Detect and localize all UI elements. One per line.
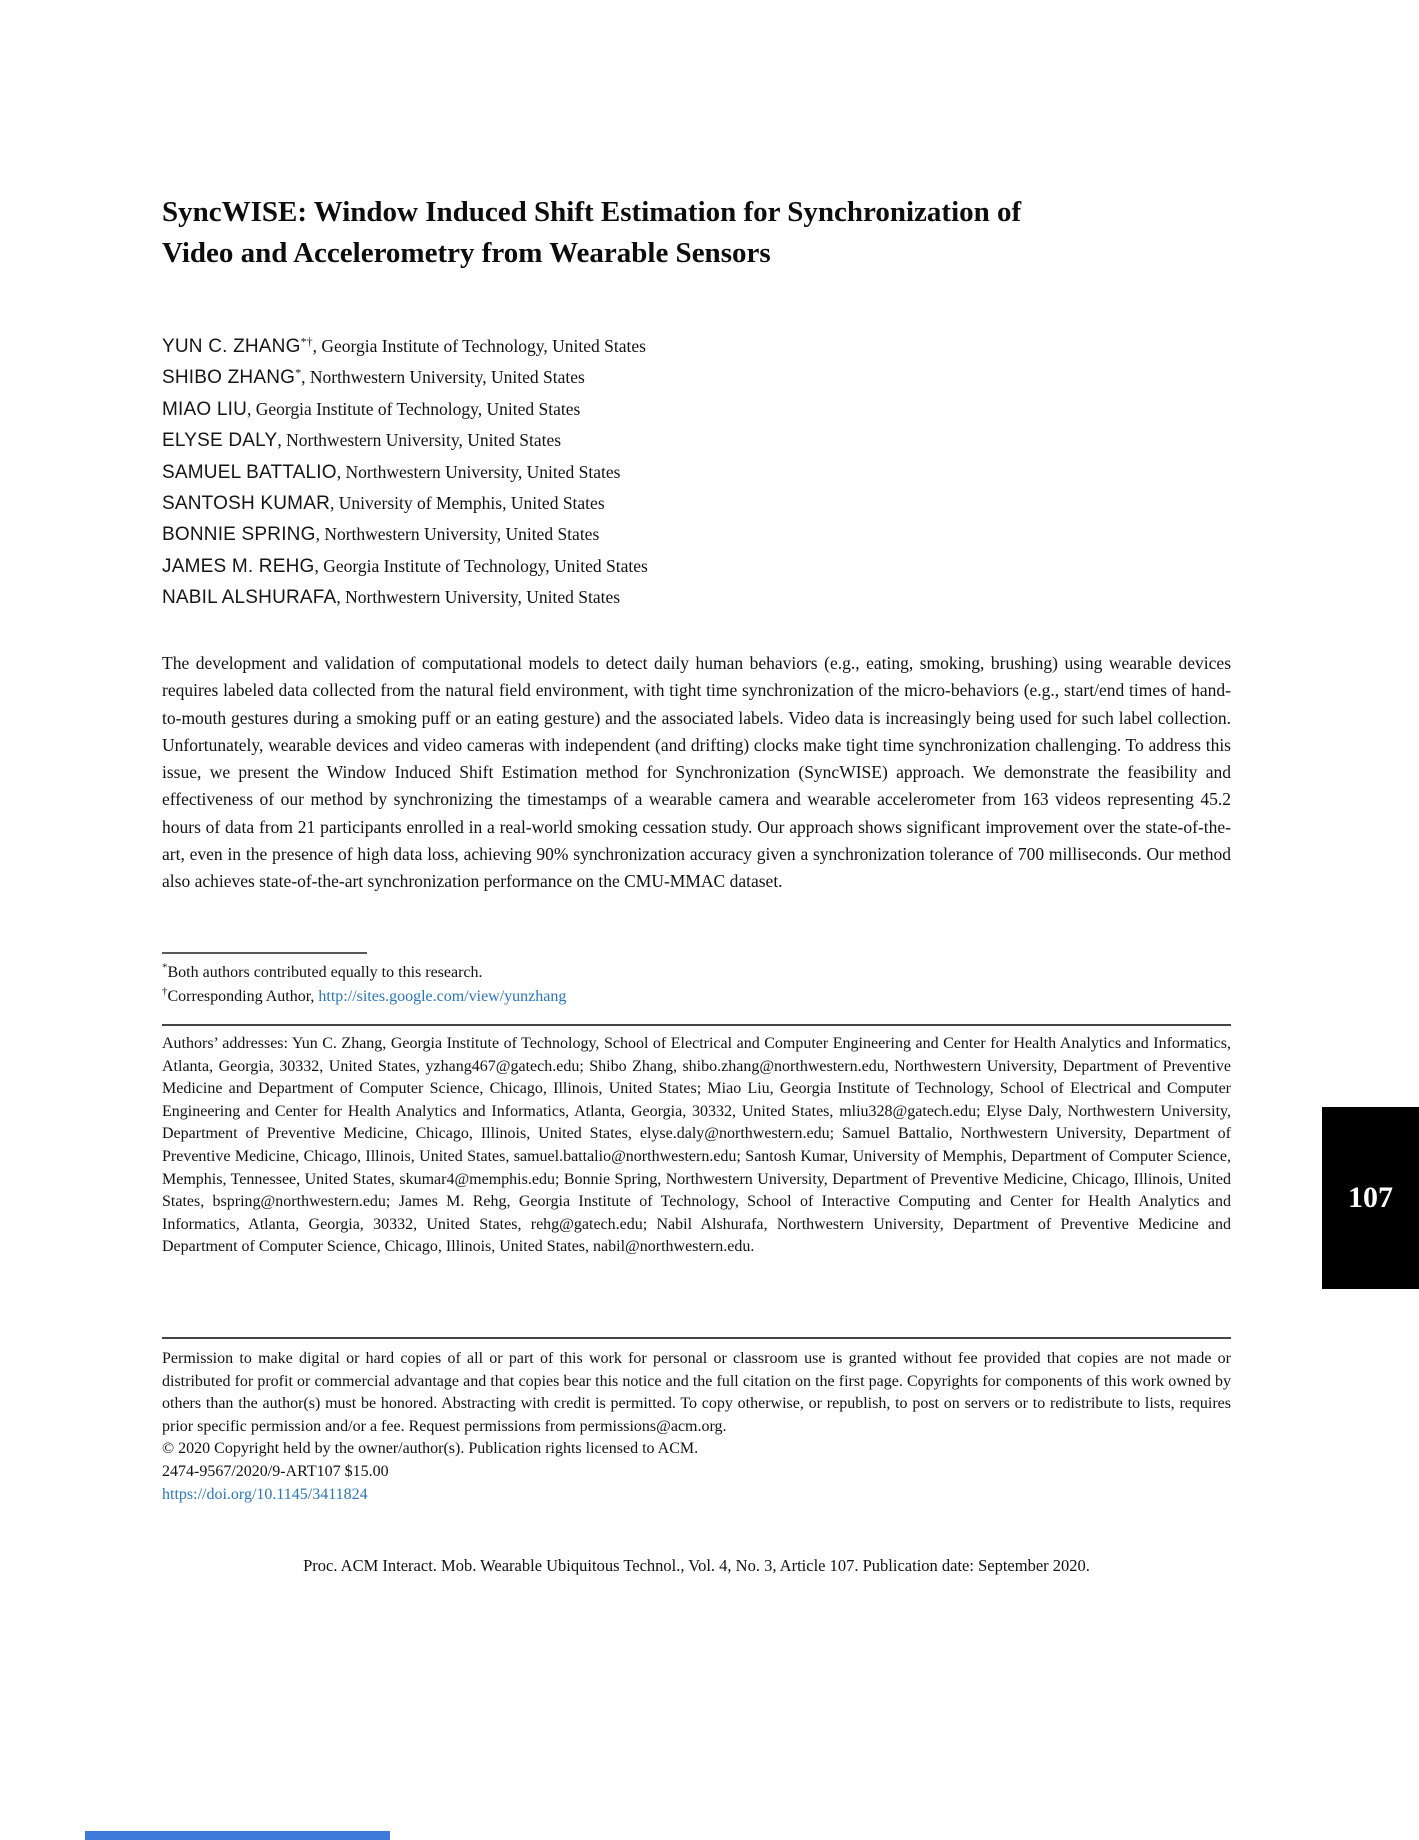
permission-block <box>162 1348 1231 1506</box>
author-footnote-marker: * <box>295 366 302 381</box>
author-line <box>162 336 1231 367</box>
author-line <box>162 524 1231 555</box>
author-footnote-marker: *† <box>300 334 313 349</box>
author-affiliation: , Georgia Institute of Technology, United States <box>314 555 648 576</box>
author-affiliation: , Northwestern University, United States <box>336 587 621 608</box>
author-affiliation: , Georgia Institute of Technology, United States <box>312 336 646 356</box>
author-name: SHIBO ZHANG <box>162 367 296 389</box>
author-line <box>162 493 1231 524</box>
author-line <box>162 399 1231 430</box>
authors-addresses: Authors’ addresses: Yun C. Zhang, Georgia Institute of Technology, School of Electrical and Computer Engineering and Center for Health Analytics and Informatics, Atlanta, Georgia, 30332, United States, yzhang467@gatech.edu; Shibo Zhang, shibo.zhang@northwestern.edu, Northwestern University, Department of Preventive Medicine and Department of Computer Science, Chicago, Illinois, United States; Miao Liu, Georgia Institute of Technology, School of Electrical and Computer Engineering and Center for Health Analytics and Informatics, Atlanta, Georgia, 30332, United States, mliu328@gatech.edu; Elyse Daly, Northwestern University, Department of Preventive Medicine, Chicago, Illinois, United States, elyse.daly@northwestern.edu; Samuel Battalio, Northwestern University, Department of Preventive Medicine, Chicago, Illinois, United States, samuel.battalio@northwestern.edu; Santosh Kumar, University of Memphis, Department of Computer Science, Memphis, Tennessee, United States, skumar4@memphis.edu; Bonnie Spring, Northwestern University, Department of Preventive Medicine, Chicago, Illinois, United States, bspring@northwestern.edu; James M. Rehg, Georgia Institute of Technology, School of Interactive Computing and Center for Health Analytics and Informatics, Atlanta, Georgia, 30332, United States, rehg@gatech.edu; Nabil Alshurafa, Northwestern University, Department of Preventive Medicine and Department of Computer Science, Chicago, Illinois, United States, nabil@northwestern.edu. <box>162 1035 1231 1256</box>
abstract-text: The development and validation of computational models to detect daily human behaviors (e.g., eating, smoking, brushing) using wearable devices requires labeled data collected from the natural field environment, with tight time synchronization of the micro-behaviors (e.g., start/end times of hand-to-mouth gestures during a smoking puff or an eating gesture) and the associated labels. Video data is increasingly being used for such label collection. Unfortunately, wearable devices and video cameras with independent (and drifting) clocks make tight time synchronization challenging. To address this issue, we present the Window Induced Shift Estimation method for Synchronization (SyncWISE) approach. We demonstrate the feasibility and effectiveness of our method by synchronizing the timestamps of a wearable camera and wearable accelerometer from 163 videos representing 45.2 hours of data from 21 participants enrolled in a real-world smoking cessation study. Our approach shows significant improvement over the state-of-the-art, even in the presence of high data loss, achieving 90% synchronization accuracy given a synchronization tolerance of 700 milliseconds. Our method also achieves state-of-the-art synchronization performance on the CMU-MMAC dataset. <box>162 653 1231 892</box>
author-name: SANTOSH KUMAR <box>162 492 330 514</box>
section-rule <box>162 1337 1231 1339</box>
author-line <box>162 462 1231 493</box>
title-line-1: SyncWISE: Window Induced Shift Estimation for Synchronization of <box>162 196 1022 228</box>
issn-line: 2474-9567/2020/9-ART107 $15.00 <box>162 1462 389 1480</box>
page-title <box>162 192 1172 274</box>
footnote-contrib <box>162 961 1231 985</box>
copyright-line: © 2020 Copyright held by the owner/author(s). Publication rights licensed to ACM. <box>162 1440 699 1458</box>
permission-notice: Permission to make digital or hard copies of all or part of this work for personal or classroom use is granted without fee provided that copies are not made or distributed for profit or commercial advantage and that copies bear this notice and the full citation on the first page. Copyrights for components of this work owned by others than the author(s) must be honored. Abstracting with credit is permitted. To copy otherwise, or republish, to post on servers or to redistribute to lists, requires prior specific permission and/or a fee. Request permissions from permissions@acm.org. <box>162 1350 1231 1435</box>
footnotes <box>162 961 1231 1008</box>
next-page-decoration <box>85 1831 390 1840</box>
author-list <box>162 336 1231 619</box>
author-name: YUN C. ZHANG <box>162 336 301 357</box>
title-line-2: Video and Accelerometry from Wearable Sensors <box>162 237 771 269</box>
author-affiliation: , Northwestern University, United States <box>301 367 585 388</box>
footnote-rule <box>162 952 367 954</box>
author-line <box>162 556 1231 587</box>
author-affiliation: , Northwestern University, United States <box>336 461 621 482</box>
author-line <box>162 587 1231 618</box>
author-name: MIAO LIU <box>162 398 248 420</box>
corresponding-author-link[interactable]: http://sites.google.com/view/yunzhang <box>318 987 567 1005</box>
footnote-contrib-text: Both authors contributed equally to this research. <box>167 964 483 981</box>
author-affiliation: , Georgia Institute of Technology, United States <box>247 398 581 419</box>
author-affiliation: , Northwestern University, United States <box>315 524 600 545</box>
section-rule <box>162 1024 1231 1026</box>
author-name: JAMES M. REHG <box>162 555 315 577</box>
author-line <box>162 367 1231 398</box>
author-line <box>162 430 1231 461</box>
author-affiliation: , Northwestern University, United States <box>277 430 562 451</box>
author-name: BONNIE SPRING <box>162 524 316 546</box>
author-name: NABIL ALSHURAFA <box>162 587 337 609</box>
author-name: SAMUEL BATTALIO <box>162 461 337 483</box>
doi-link[interactable]: https://doi.org/10.1145/3411824 <box>162 1485 368 1503</box>
asterisk-marker: * <box>162 961 168 974</box>
footer-citation: Proc. ACM Interact. Mob. Wearable Ubiquitous Technol., Vol. 4, No. 3, Article 107. Publication date: September 2020. <box>303 1556 1090 1575</box>
author-affiliation: , University of Memphis, United States <box>330 492 605 513</box>
author-name: ELYSE DALY <box>162 430 278 452</box>
dagger-marker: † <box>162 985 168 998</box>
footnote-corresponding-text: Corresponding Author, <box>167 987 319 1005</box>
page-number: 107 <box>1348 1181 1393 1214</box>
footnote-corresponding <box>162 985 1231 1009</box>
page-number-box <box>1322 1107 1419 1289</box>
